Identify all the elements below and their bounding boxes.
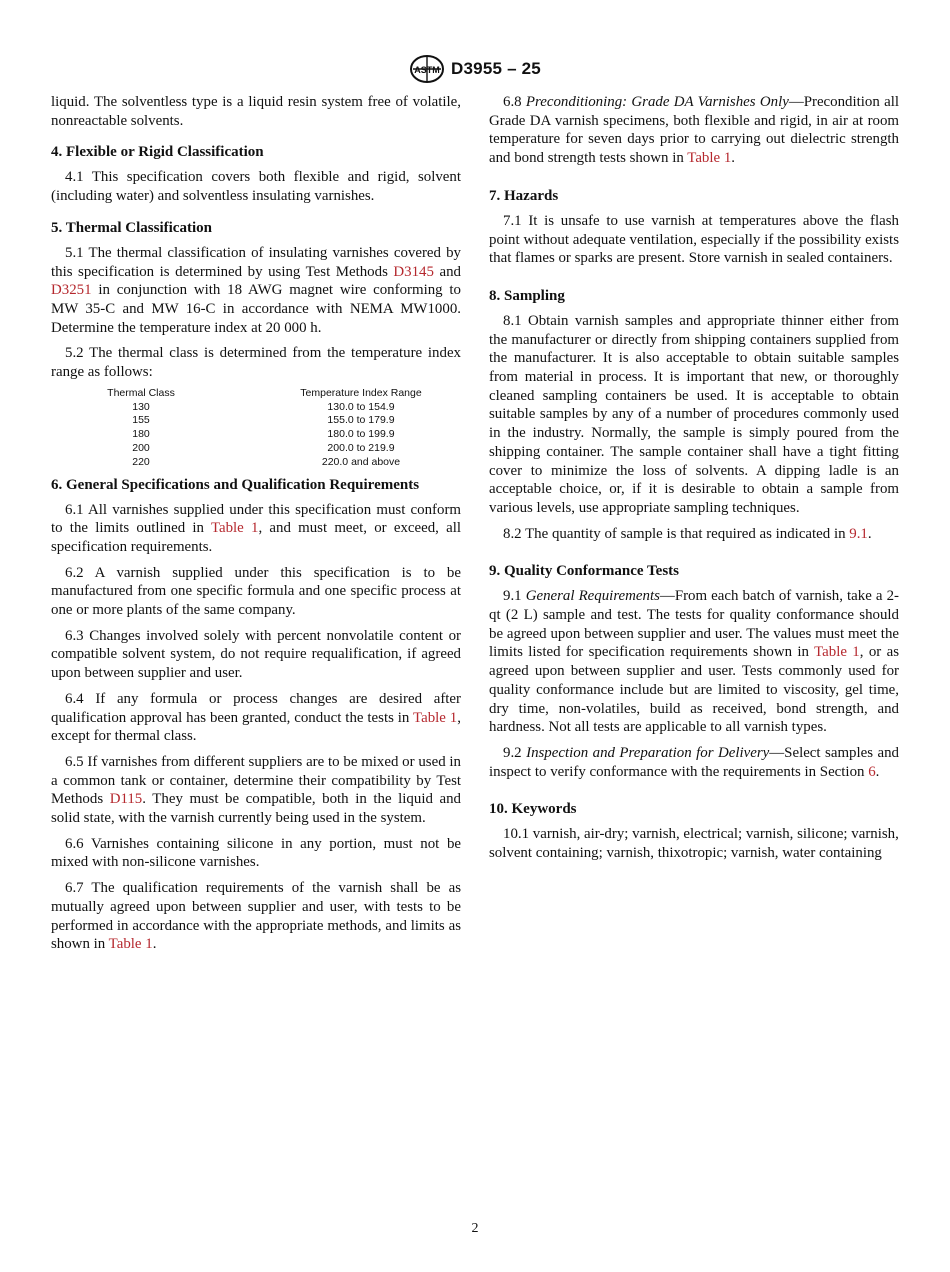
- paragraph-6-7-text-b: .: [152, 936, 157, 953]
- paragraph-5-2: 5.2 The thermal class is determined from the temperature index range as follows:: [51, 345, 461, 381]
- link-table-1[interactable]: Table 1: [814, 644, 860, 661]
- link-table-1[interactable]: Table 1: [210, 520, 259, 537]
- link-9-1[interactable]: 9.1: [849, 525, 868, 542]
- paragraph-9-1-text-a: —From each batch of varnish, take a 2-qt (2 L) sample and test. The tests for quality conformance should be agreed upon between supplier and user. The values must meet the limits listed for specification requirements shown in: [489, 588, 899, 661]
- section-4-heading: 4. Flexible or Rigid Classification: [51, 144, 264, 161]
- paragraph-6-6: 6.6 Varnishes containing silicone in any portion, must not be mixed with non-silicone varnishes.: [51, 835, 461, 871]
- paragraph-6-4-text-a: 6.4 If any formula or process changes are desired after qualification approval has been granted, conduct the tests in: [51, 690, 461, 726]
- paragraph-9-2-number: 9.2: [503, 744, 527, 761]
- table-row: [81, 442, 461, 456]
- section-6-heading: 6. General Specifications and Qualification Requirements: [51, 476, 420, 493]
- left-column: [51, 93, 461, 961]
- link-table-1[interactable]: Table 1: [413, 709, 458, 726]
- thermal-class-cell: 220: [132, 455, 150, 468]
- right-column: [489, 93, 899, 870]
- intro-paragraph: liquid. The solventless type is a liquid resin system free of volatile, nonreactable solvents.: [51, 94, 461, 129]
- temperature-range-cell: 220.0 and above: [321, 455, 401, 468]
- paragraph-6-8-text-b: .: [731, 150, 736, 167]
- paragraph-9-2: [489, 744, 899, 781]
- thermal-class-cell: 200: [132, 441, 150, 454]
- paragraph-6-4: [51, 690, 461, 746]
- section-9-heading: 9. Quality Conformance Tests: [489, 563, 680, 580]
- paragraph-6-8: [489, 93, 899, 168]
- thermal-class-cell: 130: [132, 400, 150, 413]
- astm-logo-text: ASTM: [414, 65, 440, 75]
- paragraph-9-1: [489, 587, 899, 737]
- table-row: [81, 456, 461, 470]
- standard-designation: D3955 – 25: [451, 59, 541, 78]
- paragraph-6-4-text-b: , except for thermal class.: [51, 709, 461, 745]
- link-table-1[interactable]: Table 1: [687, 150, 732, 167]
- paragraph-9-2-title: Inspection and Preparation for Delivery: [526, 744, 770, 761]
- paragraph-8-2-text-a: 8.2 The quantity of sample is that required as indicated in: [503, 525, 850, 542]
- paragraph-9-2-text-a: —Select samples and inspect to verify conformance with the requirements in Section: [489, 744, 899, 780]
- paragraph-6-8-number: 6.8: [503, 94, 526, 110]
- paragraph-10-1: 10.1 varnish, air-dry; varnish, electrical; varnish, silicone; varnish, solvent containing; varnish, thixotropic; varnish, water containing: [489, 826, 899, 862]
- paragraph-9-2-text-b: .: [875, 763, 880, 780]
- thermal-class-cell: 155: [132, 414, 150, 427]
- temperature-range-cell: 130.0 to 154.9: [327, 400, 395, 413]
- paragraph-6-5: [51, 753, 461, 828]
- section-10-heading: 10. Keywords: [489, 801, 577, 818]
- temperature-index-header: Temperature Index Range: [300, 386, 422, 399]
- paragraph-6-3: 6.3 Changes involved solely with percent nonvolatile content or compatible solvent system, do not require requalification, if agreed upon between supplier and user.: [51, 627, 461, 682]
- paragraph-6-1-text-a: 6.1 All varnishes supplied under this specification must conform to the limits outlined in: [51, 501, 461, 537]
- thermal-class-header: Thermal Class: [107, 386, 175, 399]
- table-row: [81, 414, 461, 428]
- link-d3145[interactable]: D3145: [393, 263, 434, 280]
- thermal-table-header-row: [81, 387, 461, 401]
- section-7-heading: 7. Hazards: [489, 187, 559, 204]
- paragraph-4-1: 4.1 This specification covers both flexible and rigid, solvent (including water) and solventless insulating varnishes.: [51, 169, 461, 205]
- paragraph-6-1: [51, 501, 461, 557]
- paragraph-9-1-text-b: , or as agreed upon between supplier and user. Tests commonly used for quality conformance include but are limited to viscosity, gel time, dry time, non-volatiles, build as received, bond strength, and hardness. Not all tests are applicable to all varnish types.: [489, 644, 899, 736]
- paragraph-6-5-text-a: 6.5 If varnishes from different suppliers are to be mixed or used in a common tank or container, determine their compatibility by Test Methods: [51, 753, 461, 808]
- paragraph-5-1: [51, 244, 461, 338]
- paragraph-9-1-title: General Requirements: [525, 588, 660, 605]
- paragraph-6-8-title: Preconditioning: Grade DA Varnishes Only: [525, 94, 789, 110]
- paragraph-6-1-text-b: , and must meet, or exceed, all specification requirements.: [51, 520, 461, 555]
- link-d3251[interactable]: D3251: [51, 282, 92, 299]
- paragraph-5-1-text-a: 5.1 The thermal classification of insulating varnishes covered by this specification is determined by using Test Methods: [51, 244, 461, 280]
- paragraph-6-5-text-b: . They must be compatible, both in the liquid and solid state, with the varnish currently being used in the system.: [51, 791, 461, 827]
- paragraph-8-2-text-b: .: [867, 525, 872, 542]
- section-5-heading: 5. Thermal Classification: [51, 219, 212, 236]
- temperature-range-cell: 155.0 to 179.9: [327, 414, 395, 427]
- paragraph-5-1-text-b: and: [433, 263, 461, 280]
- paragraph-6-2: 6.2 A varnish supplied under this specification is to be manufactured from one specific formula and one specific process at one or more plants of the same company.: [51, 564, 461, 619]
- temperature-range-cell: 180.0 to 199.9: [327, 428, 395, 441]
- page-header: [0, 54, 950, 84]
- thermal-class-cell: 180: [132, 428, 150, 441]
- paragraph-8-2: [489, 525, 899, 544]
- thermal-class-table: [81, 387, 461, 470]
- table-row: [81, 428, 461, 442]
- paragraph-5-1-text-c: in conjunction with 18 AWG magnet wire conforming to MW 35-C and MW 16-C in accordance with NEMA MW1000. Determine the temperature index at 20 000 h.: [51, 282, 461, 336]
- paragraph-7-1: 7.1 It is unsafe to use varnish at temperatures above the flash point without adequate ventilation, especially if the possibility exists that flames or sparks are present. Store varnish in sealed containers.: [489, 212, 899, 267]
- paragraph-8-1: 8.1 Obtain varnish samples and appropriate thinner either from the manufacturer or directly from shipping containers supplied from the manufacturer. It is also acceptable to obtain suitable samples from material in process. It is important that new, or thoroughly cleaned sampling containers be used. It is acceptable to obtain suitable samples by any of a number of procedures commonly used in the industry. Normally, the sample is simply poured from the shipping container. The sample container shall have a tight fitting cover to minimize the loss of solvents. A dipping ladle is an acceptable choice, or, if it is desirable to obtain a sample from various levels, use appropriate sampling techniques.: [489, 312, 899, 516]
- paragraph-6-7: [51, 879, 461, 954]
- link-section-6[interactable]: 6: [868, 763, 876, 780]
- page-number: 2: [471, 1221, 479, 1236]
- temperature-range-cell: 200.0 to 219.9: [327, 441, 395, 454]
- paragraph-6-8-text-a: —Precondition all Grade DA varnish specimens, both flexible and rigid, in air at room temperature for seven days prior to carrying out dielectric strength and bond strength tests shown in: [489, 94, 899, 167]
- link-table-1[interactable]: Table 1: [108, 936, 153, 953]
- paragraph-9-1-number: 9.1: [503, 588, 526, 605]
- astm-logo-icon: [409, 54, 445, 84]
- paragraph-6-7-text-a: 6.7 The qualification requirements of the varnish shall be as mutually agreed upon between supplier and user, with tests to be performed in accordance with the appropriate methods, and limits as shown in: [51, 880, 461, 953]
- table-row: [81, 401, 461, 415]
- section-8-heading: 8. Sampling: [489, 287, 565, 304]
- link-d115[interactable]: D115: [109, 791, 143, 808]
